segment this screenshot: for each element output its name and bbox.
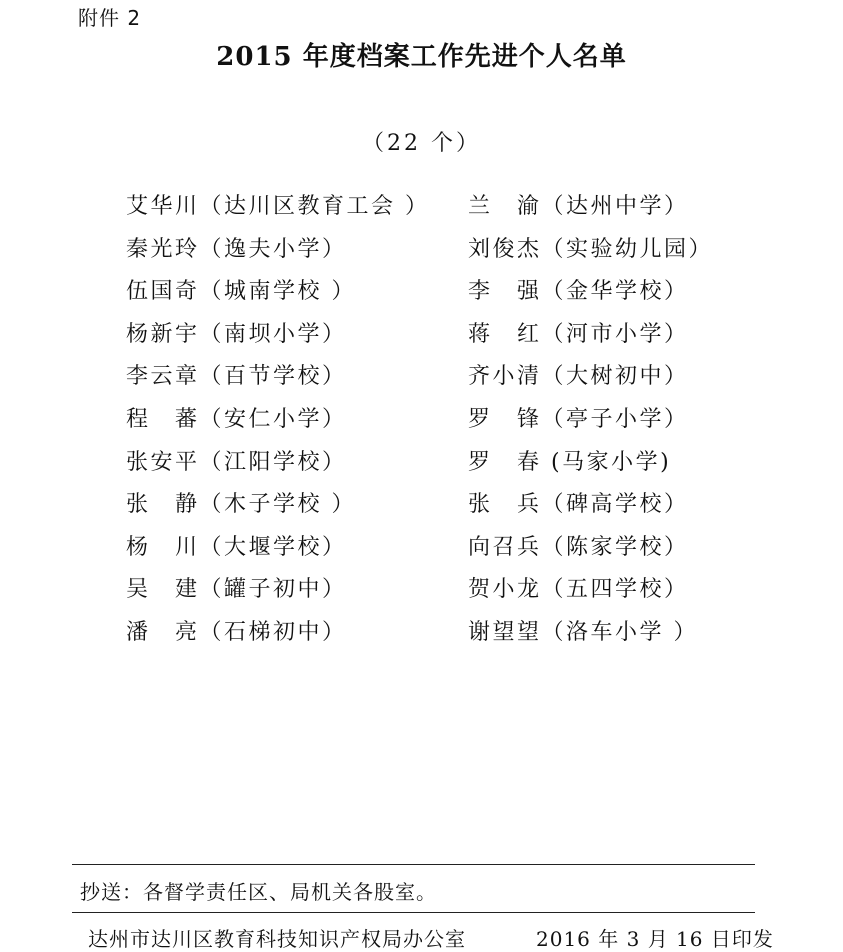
list-item: 罗 锋（亭子小学）	[468, 406, 689, 432]
list-item: 李 强（金华学校）	[468, 279, 689, 305]
list-item: 艾华川（达川区教育工会 ）	[126, 194, 430, 219]
list-item: 贺小龙（五四学校）	[468, 577, 689, 603]
list-item: 张 兵（碑高学校）	[468, 492, 689, 518]
list-item: 秦光玲（逸夫小学）	[126, 236, 347, 262]
name-column-left	[126, 186, 430, 655]
list-item: 程 蕃（安仁小学）	[126, 406, 347, 432]
list-item: 伍国奇（城南学校 ）	[126, 279, 356, 305]
document-title: 2015 年度档案工作先进个人名单	[216, 42, 627, 72]
list-item: 吴 建（罐子初中）	[126, 577, 347, 603]
list-item: 潘 亮（石梯初中）	[126, 619, 347, 645]
list-item: 向召兵（陈家学校）	[468, 534, 689, 560]
list-item: 齐小清（大树初中）	[468, 364, 689, 390]
list-item: 谢望望（洛车小学 ）	[468, 619, 698, 645]
list-item: 刘俊杰（实验幼儿园）	[468, 236, 714, 262]
list-item: 张安平（江阳学校）	[126, 449, 347, 475]
list-item: 张 静（木子学校 ）	[126, 492, 356, 518]
list-item: 兰 渝（达州中学）	[468, 194, 689, 219]
footer-divider-top	[72, 864, 755, 865]
attachment-label: 附件 2	[78, 6, 142, 30]
list-item: 蒋 红（河市小学）	[468, 321, 689, 347]
list-item: 杨 川（大堰学校）	[126, 534, 347, 560]
list-item: 杨新宇（南坝小学）	[126, 321, 347, 347]
issue-date: 2016 年 3 月 16 日印发	[536, 927, 774, 951]
footer-divider-bottom	[72, 912, 755, 913]
count-note: （22 个）	[362, 131, 481, 156]
list-item: 李云章（百节学校）	[126, 364, 347, 390]
name-column-right	[468, 186, 713, 655]
list-item: 罗 春 (马家小学)	[468, 449, 672, 475]
cc-line: 抄送：各督学责任区、局机关各股室。	[80, 880, 437, 904]
issuer: 达州市达川区教育科技知识产权局办公室	[88, 927, 466, 951]
